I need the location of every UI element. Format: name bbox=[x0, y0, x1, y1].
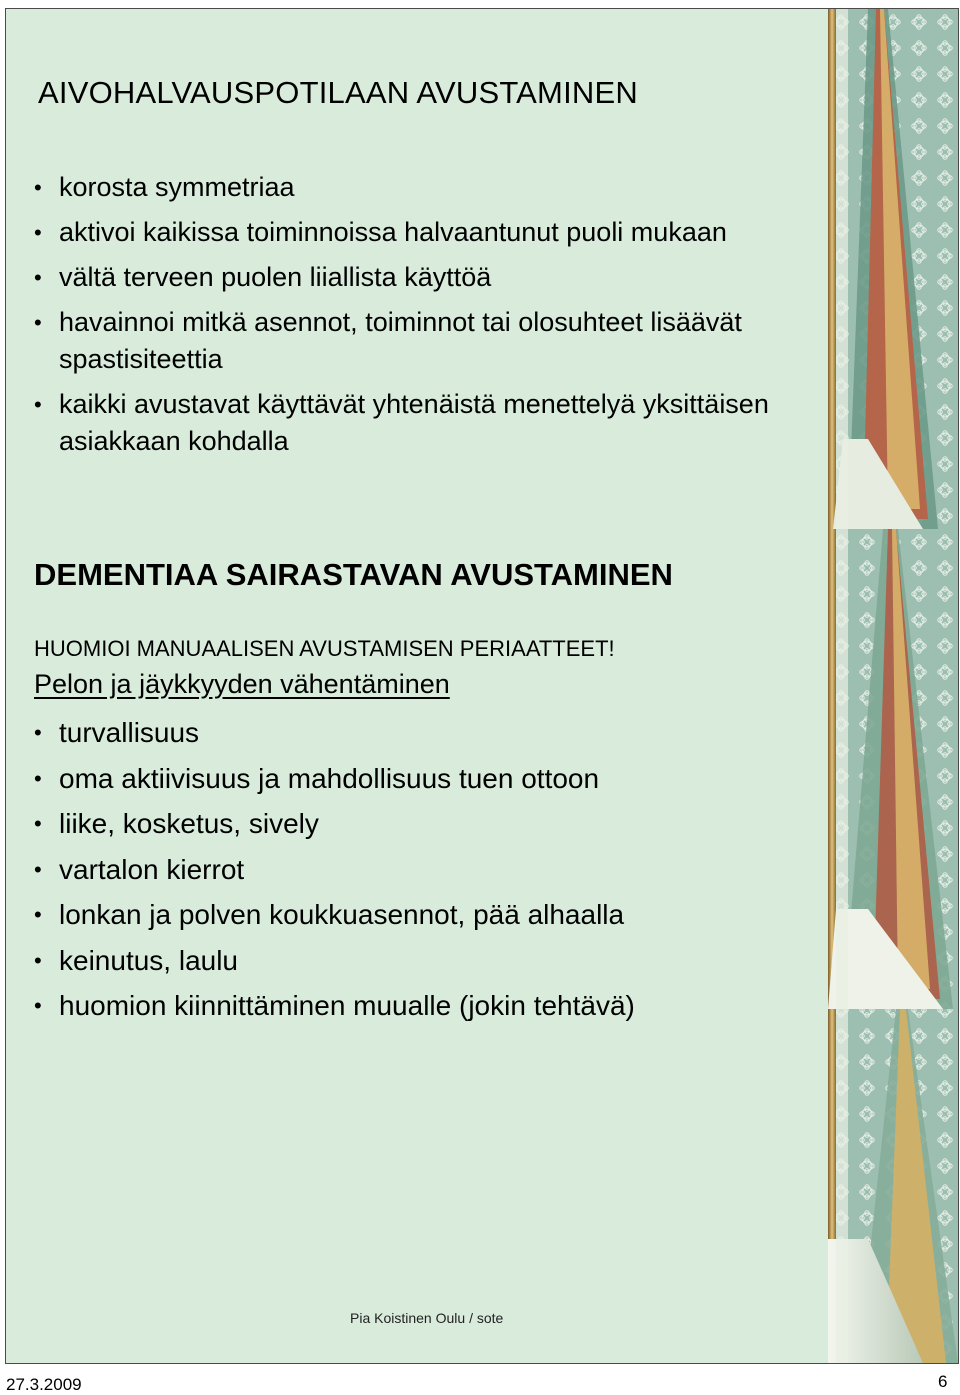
list-item: • oma aktiivisuus ja mahdollisuus tuen ottoon bbox=[34, 756, 794, 802]
page-date: 27.3.2009 bbox=[6, 1375, 82, 1394]
list-item: • aktivoi kaikissa toiminnoissa halvaantunut puoli mukaan bbox=[34, 214, 794, 251]
list-item: • keinutus, laulu bbox=[34, 938, 794, 984]
decorative-tree-illustration bbox=[828, 9, 958, 1363]
slide-content bbox=[6, 9, 828, 1363]
list-item: • korosta symmetriaa bbox=[34, 169, 794, 206]
page-number: 6 bbox=[938, 1372, 948, 1391]
slide-footer: Pia Koistinen Oulu / sote bbox=[350, 1310, 504, 1326]
list-item: • liike, kosketus, sively bbox=[34, 801, 794, 847]
list-item: • vartalon kierrot bbox=[34, 847, 794, 893]
list-item: • havainnoi mitkä asennot, toiminnot tai olosuhteet lisäävät spastisiteettia bbox=[34, 304, 794, 378]
decorative-tree-panel bbox=[828, 9, 958, 1363]
subheading: Pelon ja jäykkyyden vähentäminen bbox=[34, 669, 450, 699]
list-item: • turvallisuus bbox=[34, 710, 794, 756]
principles-note: HUOMIOI MANUAALISEN AVUSTAMISEN PERIAATTEET! bbox=[34, 636, 615, 661]
list-item: • kaikki avustavat käyttävät yhtenäistä menettelyä yksittäisen asiakkaan kohdalla bbox=[34, 386, 794, 460]
bullet-list-dementia bbox=[34, 710, 794, 1029]
list-item: • vältä terveen puolen liiallista käyttöä bbox=[34, 259, 794, 296]
slide bbox=[5, 8, 959, 1364]
section-title-dementia: DEMENTIAA SAIRASTAVAN AVUSTAMINEN bbox=[34, 557, 673, 592]
list-item: • huomion kiinnittäminen muualle (jokin tehtävä) bbox=[34, 983, 794, 1029]
list-item: • lonkan ja polven koukkuasennot, pää alhaalla bbox=[34, 892, 794, 938]
slide-title: AIVOHALVAUSPOTILAAN AVUSTAMINEN bbox=[38, 75, 638, 110]
bullet-list-stroke bbox=[34, 169, 794, 468]
